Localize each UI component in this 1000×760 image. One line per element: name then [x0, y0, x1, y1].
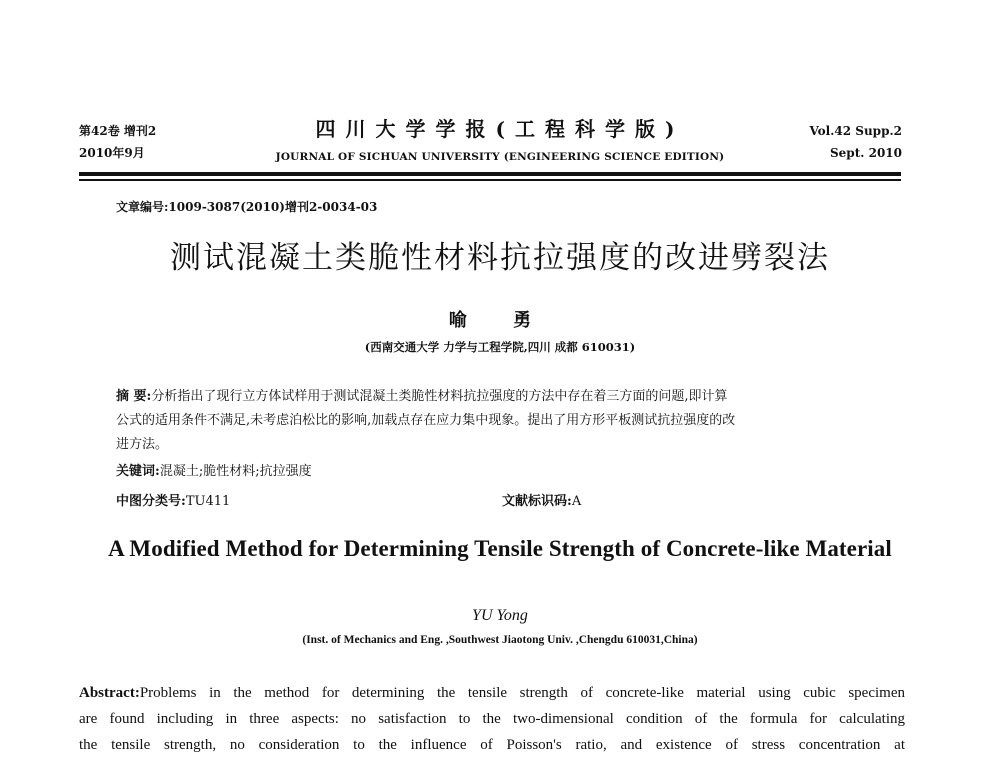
keywords-cn: [116, 460, 312, 479]
header-vol-supp: Vol.42 Supp.2: [809, 124, 902, 138]
abstract-en-line: [79, 680, 905, 706]
keywords-cn-text: 混凝土;脆性材料;抗拉强度: [159, 464, 312, 479]
clc-value: TU411: [185, 494, 231, 509]
abstract-cn-line: 公式的适用条件不满足,未考虑泊松比的影响,加载点存在应力集中现象。提出了用方形平板测试抗拉强度的改: [116, 413, 736, 428]
author-cn: 喻 勇: [448, 310, 552, 331]
author-en: YU Yong: [472, 607, 528, 624]
paper-title-cn: 测试混凝土类脆性材料抗拉强度的改进劈裂法: [170, 240, 830, 276]
paper-title-en: A Modified Method for Determining Tensile Strength of Concrete-like Material: [108, 536, 892, 561]
affiliation-cn: (西南交通大学 力学与工程学院,四川 成都 610031): [364, 340, 636, 354]
abstract-en-text: Problems in the method for determining the tensile strength of concrete-like material using cubic specimen: [139, 685, 905, 701]
abstract-cn-line: 进方法。: [116, 437, 169, 452]
abstract-cn-text: 分析指出了现行立方体试样用于测试混凝土类脆性材料抗拉强度的方法中存在着三方面的问题,即计算: [151, 389, 728, 404]
abstract-cn: [116, 385, 876, 457]
keywords-cn-label: 关键词:: [116, 464, 160, 479]
abstract-en-label: Abstract:: [79, 685, 140, 701]
document-code-label: 文献标识码:: [502, 494, 572, 509]
header-volume-info-en: [809, 120, 902, 164]
clc-number: [116, 490, 230, 509]
clc-label: 中图分类号:: [116, 494, 186, 509]
journal-name-cn: 四川大学学报(工程科学版): [315, 117, 685, 141]
header-volume-info: [79, 120, 156, 164]
header-date-en: Sept. 2010: [830, 146, 902, 160]
article-number: 文章编号:1009-3087(2010)增刊2-0034-03: [116, 200, 378, 214]
header-rule-thick: [79, 172, 901, 176]
abstract-en-line: the tensile strength, no consideration to the influence of Poisson's ratio, and existence of stress concentration at: [79, 737, 905, 753]
header-journal-title: [240, 114, 760, 166]
journal-name-en: JOURNAL OF SICHUAN UNIVERSITY (ENGINEERING SCIENCE EDITION): [275, 151, 725, 163]
header-date-cn: 2010年9月: [79, 146, 145, 160]
document-code-value: A: [571, 494, 582, 509]
document-code: [502, 490, 581, 509]
abstract-en: [79, 680, 905, 758]
header-volume-issue: 第42卷 增刊2: [79, 124, 157, 138]
affiliation-en: (Inst. of Mechanics and Eng. ,Southwest Jiaotong Univ. ,Chengdu 610031,China): [302, 634, 698, 646]
header-rule-thin: [79, 179, 901, 181]
abstract-cn-line: [116, 385, 876, 409]
abstract-en-line: are found including in three aspects: no satisfaction to the two-dimensional condition of the formula for calculating: [79, 711, 905, 727]
abstract-cn-label: 摘 要:: [116, 389, 152, 404]
